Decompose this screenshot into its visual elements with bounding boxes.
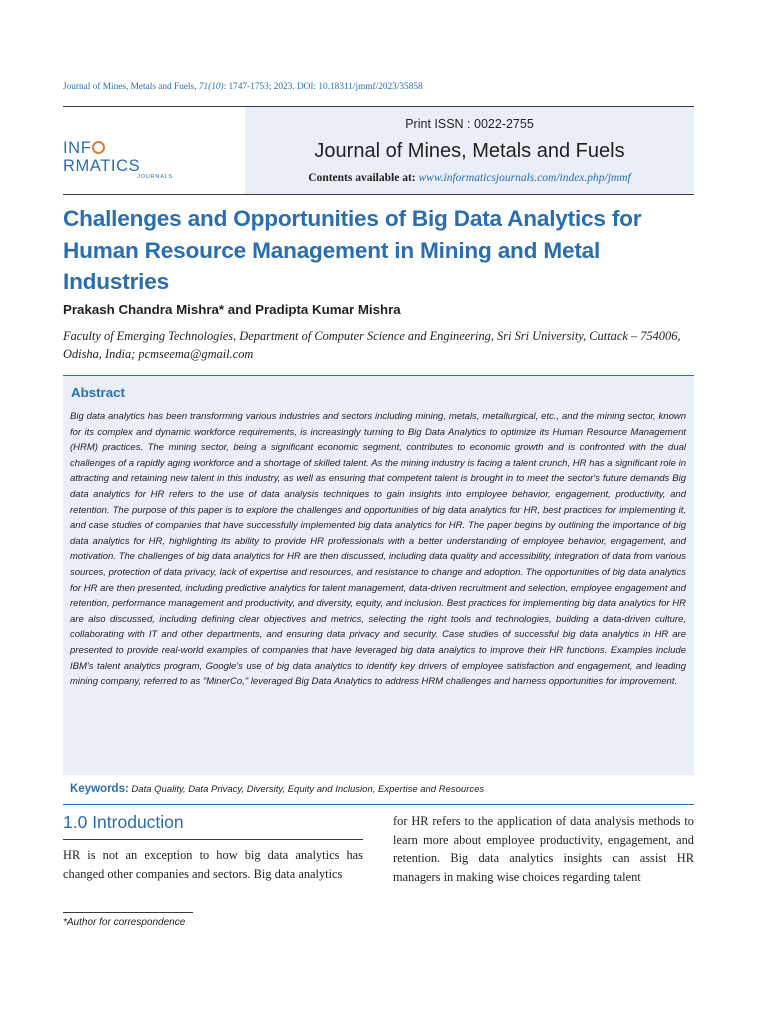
logo-text-left: INF	[63, 139, 92, 157]
intro-left-column-text: HR is not an exception to how big data analytics has changed other companies and sectors. Big data analytics	[63, 848, 363, 881]
contents-available	[245, 172, 694, 184]
article-authors: Prakash Chandra Mishra* and Pradipta Kumar Mishra	[63, 302, 401, 317]
keywords-list: Data Quality, Data Privacy, Diversity, Equity and Inclusion, Expertise and Resources	[128, 784, 485, 795]
citation-journal: Journal of Mines, Metals and Fuels,	[63, 82, 199, 92]
masthead-divider	[63, 194, 694, 195]
logo-subtext: JOURNALS	[137, 174, 173, 180]
keywords-line	[70, 783, 484, 795]
journal-masthead	[63, 106, 694, 194]
keywords-divider	[63, 804, 694, 805]
section-heading-rule	[63, 839, 363, 840]
intro-right-column-text: for HR refers to the application of data analysis methods to learn more about employee productivity, engagement, and retention. Big data analytics insights can assist HR managers in making wise choices regarding talent	[393, 814, 694, 884]
footnote-correspondence: *Author for correspondence	[63, 917, 186, 928]
abstract-section	[63, 375, 694, 775]
citation-doi: : 1747-1753; 2023. DOI: 10.18311/jmmf/2023/35858	[223, 82, 423, 92]
journal-title: Journal of Mines, Metals and Fuels	[314, 140, 625, 162]
footnote-rule	[63, 912, 193, 913]
journal-url-link[interactable]: www.informaticsjournals.com/index.php/jmmf	[418, 172, 631, 184]
section-heading-introduction: 1.0 Introduction	[63, 812, 184, 832]
issn-label: Print ISSN : 0022-2755	[405, 117, 534, 131]
article-title: Challenges and Opportunities of Big Data Analytics for Human Resource Management in Mining and Metal Industries	[63, 206, 642, 294]
author-affiliation: Faculty of Emerging Technologies, Department of Computer Science and Engineering, Sri Sri University, Cuttack – 754006, Odisha, India; pcmseema@gmail.com	[63, 329, 681, 361]
citation-volume: 71(10)	[198, 82, 224, 92]
logo-text-right: RMATICS	[63, 157, 141, 175]
masthead-panel	[245, 107, 694, 195]
logo-ring-icon	[92, 141, 105, 154]
contents-label: Contents available at:	[308, 172, 419, 184]
keywords-label: Keywords:	[70, 783, 129, 795]
abstract-body: Big data analytics has been transforming various industries and sectors including mining, metals, metallurgical, etc., and the mining sector, known for its complex and dynamic workforce requirements, is increasingly turning to Big Data Analytics to optimize its Human Resource Management (HRM) practices. The mining sector, being a significant economic segment, contributes to economic growth and is confronted with the dual challenges of a rapidly aging workforce and a shortage of skilled talent. As the mining industry is facing a talent crunch, HR has a significant role in attracting and retaining new talent in this industry, as well as ensuring that competent talent is brought in to meet the sector's future demands Big data analytics for HR refers to the use of data analysis techniques to gain insights into employee behavior, engagement, productivity, and retention. The purpose of this paper is to explore the challenges and opportunities of big data analytics for HR, best practices for implementing it, and case studies of companies that have successfully implemented big data analytics for HR. The paper begins by outlining the importance of big data analytics for HR, highlighting its ability to provide HR professionals with a better understanding of employee behavior, engagement, and motivation. The challenges of big data analytics for HR are then discussed, including data quality and accessibility, integration of data from various sources, protection of data privacy, lack of expertise and resources, and resistance to change and adoption. The opportunities of big data analytics for HR are then presented, including predictive analytics for talent management, data-driven recruitment and selection, employee engagement and retention, performance management and productivity, and diversity, equity, and inclusion. Best practices for implementing big data analytics for HR are also discussed, including defining clear objectives and metrics, selecting the right tools and technologies, building a data-driven culture, collaborating with IT and other departments, and ensuring data privacy and security. Case studies of successful big data analytics in HR are presented to provide real-world examples of companies that have leveraged big data analytics to improve their HR functions. Examples include IBM's talent analytics program, Google's use of big data analytics to identify key drivers of employee satisfaction and engagement, and leading mining company, referred to as "MinerCo," leveraged Big Data Analytics to address HRM challenges and harness opportunities for improvement.	[70, 411, 686, 688]
citation-line	[63, 82, 423, 92]
abstract-heading: Abstract	[71, 385, 125, 400]
informatics-logo	[63, 139, 175, 180]
